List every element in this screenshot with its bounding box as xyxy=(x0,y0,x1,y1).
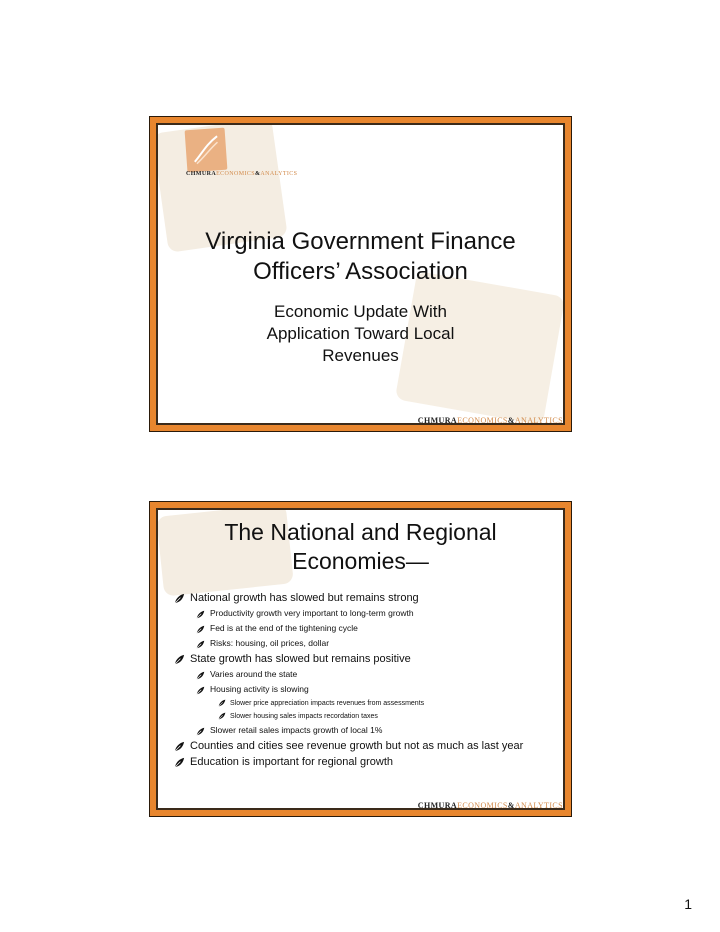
subtitle-line: Application Toward Local xyxy=(266,324,455,343)
slide-1-title xyxy=(156,227,565,287)
chmura-logo-icon xyxy=(185,128,228,173)
bullet-item xyxy=(174,754,557,770)
bullet-item xyxy=(174,636,557,651)
title-line: Virginia Government Finance xyxy=(205,228,516,255)
title-line: The National and Regional xyxy=(224,519,497,545)
footer-wordmark xyxy=(418,416,563,425)
footer-ampersand: & xyxy=(507,801,515,810)
slide-1-subtitle xyxy=(156,301,565,367)
bullet-item xyxy=(174,667,557,682)
page-number: 1 xyxy=(684,896,692,912)
footer-word-chmura: CHMURA xyxy=(417,416,458,425)
bullet-item xyxy=(174,710,557,723)
footer-ampersand: & xyxy=(507,416,515,425)
bullet-item xyxy=(174,651,557,667)
bullet-text: Slower price appreciation impacts revenues from assessments xyxy=(230,700,425,707)
footer-word-economics: ECONOMICS xyxy=(457,801,508,810)
bullet-item xyxy=(174,697,557,710)
footer-word-analytics: ANALYTICS xyxy=(514,416,563,425)
slide-1-content xyxy=(156,123,565,425)
frame-edge xyxy=(156,508,565,510)
bullet-text: Slower housing sales impacts recordation taxes xyxy=(230,713,378,720)
leaf-bullet-icon xyxy=(174,757,185,773)
bullet-text: Productivity growth very important to long-term growth xyxy=(210,608,414,618)
bullet-text: Counties and cities see revenue growth but not as much as last year xyxy=(190,740,524,752)
title-line: Officers’ Association xyxy=(253,258,468,285)
title-line: Economies— xyxy=(292,548,429,574)
bullet-item xyxy=(174,606,557,621)
bullet-list xyxy=(174,590,557,770)
bullet-text: Housing activity is slowing xyxy=(210,684,309,694)
bullet-item xyxy=(174,590,557,606)
bullet-text: State growth has slowed but remains positive xyxy=(190,653,411,665)
bullet-text: Varies around the state xyxy=(210,669,298,679)
logo-wordmark xyxy=(186,171,297,177)
bullet-text: Slower retail sales impacts growth of local 1% xyxy=(210,725,383,735)
slide-2-title xyxy=(156,518,565,576)
subtitle-line: Revenues xyxy=(322,346,399,365)
bullet-item xyxy=(174,682,557,697)
subtitle-line: Economic Update With xyxy=(274,302,447,321)
logo-word-chmura: CHMURA xyxy=(186,171,217,177)
bullet-item xyxy=(174,738,557,754)
slide-2 xyxy=(149,501,572,817)
bullet-item xyxy=(174,723,557,738)
logo-word-analytics: ANALYTICS xyxy=(260,171,298,177)
footer-wordmark xyxy=(418,801,563,810)
footer-word-analytics: ANALYTICS xyxy=(514,801,563,810)
footer-word-economics: ECONOMICS xyxy=(457,416,508,425)
slide-1 xyxy=(149,116,572,432)
bullet-text: Education is important for regional growth xyxy=(190,756,393,768)
bullet-text: Risks: housing, oil prices, dollar xyxy=(210,638,330,648)
bullet-item xyxy=(174,621,557,636)
bullet-text: National growth has slowed but remains strong xyxy=(190,592,419,604)
logo-word-economics: ECONOMICS xyxy=(216,171,256,177)
footer-word-chmura: CHMURA xyxy=(417,801,458,810)
frame-edge xyxy=(156,123,565,125)
logo-ampersand: & xyxy=(255,171,261,177)
slide-2-content xyxy=(156,508,565,810)
bullet-text: Fed is at the end of the tightening cycle xyxy=(210,623,358,633)
